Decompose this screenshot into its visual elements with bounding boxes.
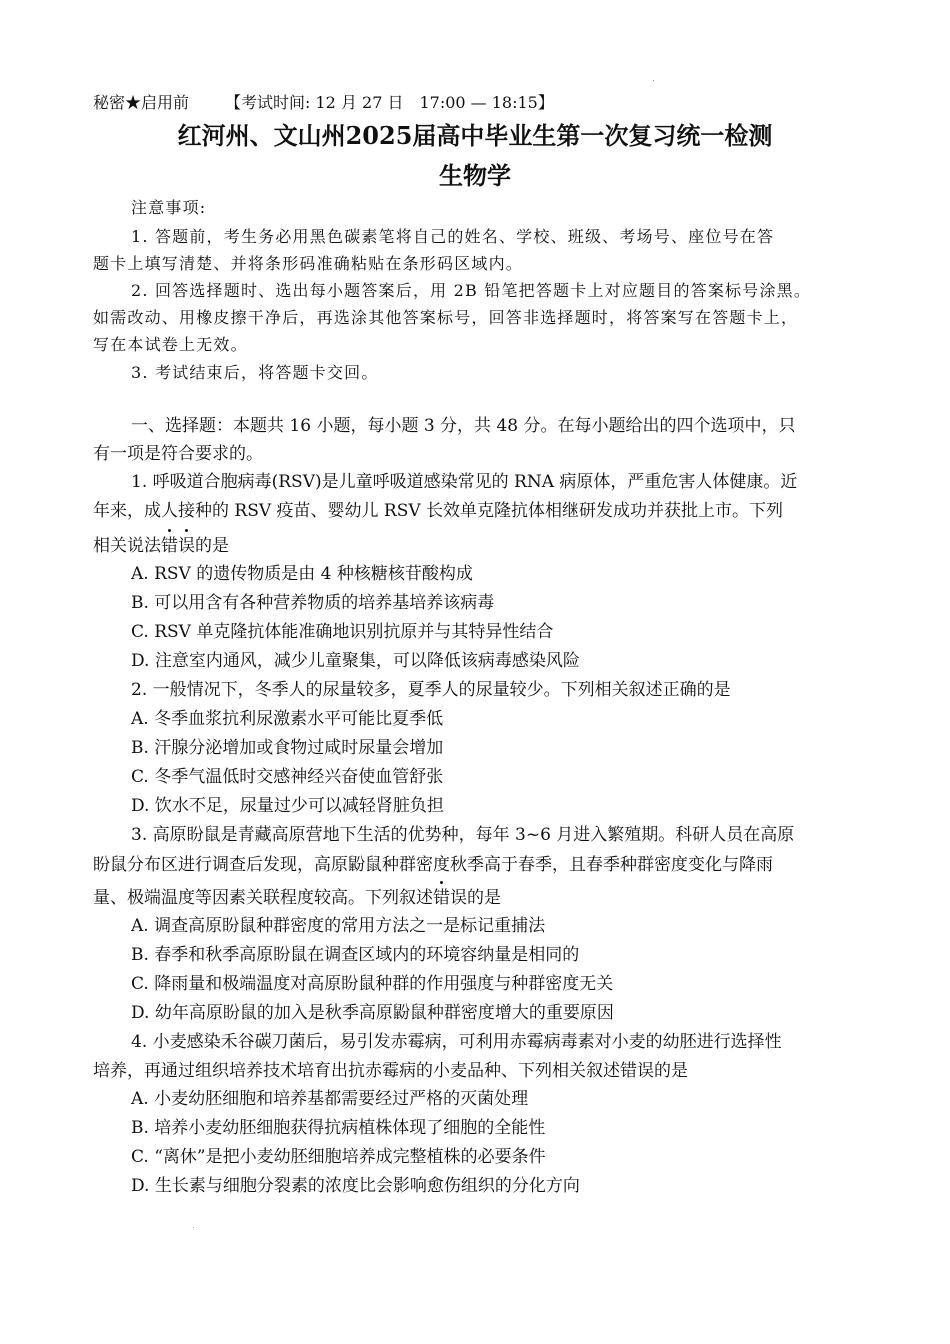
q4-option-d: D. 生长素与细胞分裂素的浓度比会影响愈伤组织的分化方向 xyxy=(131,1176,580,1196)
notice-heading: 注意事项: xyxy=(131,198,207,217)
exam-header xyxy=(93,92,554,114)
scan-speck xyxy=(193,1227,194,1228)
scan-speck xyxy=(653,80,654,81)
q3-option-a: A. 调查高原盼鼠种群密度的常用方法之一是标记重捕法 xyxy=(131,916,546,936)
q1-stem: 1. 呼吸道合胞病毒(RSV)是儿童呼吸道感染常见的 RNA 病原体，严重危害人体健康。近 xyxy=(131,472,798,492)
notice-item-1: 1. 答题前，考生务必用黑色碳素笔将自己的姓名、学校、班级、考场号、座位号在答 xyxy=(131,227,775,246)
emphasis-dot-char: 错 xyxy=(161,536,178,556)
q4-option-a: A. 小麦幼胚细胞和培养基都需要经过严格的灭菌处理 xyxy=(131,1089,529,1109)
section-instructions-cont: 有一项是符合要求的。 xyxy=(93,444,263,464)
q1-option-a: A. RSV 的遗传物质是由 4 种核糖核苷酸构成 xyxy=(131,564,473,584)
notice-item-3: 3. 考试结束后，将答题卡交回。 xyxy=(131,363,379,382)
section-instructions: 一、选择题：本题共 16 小题，每小题 3 分，共 48 分。在每小题给出的四个选项中，只 xyxy=(131,416,796,436)
q2-option-b: B. 汗腺分泌增加或食物过咸时尿量会增加 xyxy=(131,738,444,758)
emphasis-dot-char: 误 xyxy=(178,536,195,556)
q1-option-d: D. 注意室内通风，减少儿童聚集，可以降低该病毒感染风险 xyxy=(131,651,580,671)
subject-title: 生物学 xyxy=(439,161,511,190)
q3-stem-cont: 盼鼠分布区进行调查后发现，高原鼢鼠种群密度秋季高于春季，且春季种群密度变化与降雨 xyxy=(93,855,773,875)
q1-stem-text: 相关说法 xyxy=(93,536,161,556)
q4-option-c: C. “离休”是把小麦幼胚细胞培养成完整植株的必要条件 xyxy=(131,1147,546,1167)
page-title: 红河州、文山州2025届高中毕业生第一次复习统一检测 xyxy=(177,121,773,150)
q4-option-b: B. 培养小麦幼胚细胞获得抗病植株体现了细胞的全能性 xyxy=(131,1118,546,1138)
q3-stem-end xyxy=(93,887,501,909)
q3-stem-text: 误的是 xyxy=(450,888,501,908)
q1-stem-end xyxy=(93,535,229,557)
q3-option-b: B. 春季和秋季高原盼鼠在调查区域内的环境容纳量是相同的 xyxy=(131,945,580,965)
q2-option-c: C. 冬季气温低时交感神经兴奋使血管舒张 xyxy=(131,767,444,787)
notice-item-2-cont: 如需改动、用橡皮擦干净后，再选涂其他答案标号，回答非选择题时，将答案写在答题卡上， xyxy=(93,308,799,327)
notice-item-1-cont: 题卡上填写清楚、并将条形码准确粘贴在条形码区域内。 xyxy=(93,254,524,273)
q2-stem: 2. 一般情况下，冬季人的尿量较多，夏季人的尿量较少。下列相关叙述正确的是 xyxy=(131,680,731,700)
exam-time: 【考试时间: 12 月 27 日 17:00 — 18:15】 xyxy=(225,93,554,112)
q1-option-c: C. RSV 单克隆抗体能准确地识别抗原并与其特异性结合 xyxy=(131,622,554,642)
q1-option-b: B. 可以用含有各种营养物质的培养基培养该病毒 xyxy=(131,593,495,613)
emphasis-dot-char: 错 xyxy=(433,888,450,908)
q2-option-d: D. 饮水不足，尿量过少可以减轻肾脏负担 xyxy=(131,796,444,816)
q1-stem-text: 的是 xyxy=(195,536,229,556)
q3-stem-text: 量、极端温度等因素关联程度较高。下列叙述 xyxy=(93,888,433,908)
confidential-label: 秘密★启用前 xyxy=(93,93,190,112)
q3-stem: 3. 高原盼鼠是青藏高原营地下生活的优势种，每年 3~6 月进入繁殖期。科研人员在高原 xyxy=(131,825,795,845)
q2-option-a: A. 冬季血浆抗利尿激素水平可能比夏季低 xyxy=(131,709,444,729)
notice-item-2: 2. 回答选择题时、选出每小题答案后，用 2B 铅笔把答题卡上对应题目的答案标号涂黑。 xyxy=(131,281,812,300)
q4-stem: 4. 小麦感染禾谷碳刀菌后，易引发赤霉病，可利用赤霉病毒素对小麦的幼胚进行选择性 xyxy=(131,1032,782,1052)
q1-stem-cont: 年来，成人接种的 RSV 疫苗、婴幼儿 RSV 长效单克隆抗体相继研发成功并获批上市。下列 xyxy=(93,501,784,521)
q4-stem-cont: 培养，再通过组织培养技术培育出抗赤霉病的小麦品种、下列相关叙述错误的是 xyxy=(93,1061,688,1081)
q3-option-d: D. 幼年高原盼鼠的加入是秋季高原鼢鼠种群密度增大的重要原因 xyxy=(131,1003,614,1023)
notice-item-2-cont2: 写在本试卷上无效。 xyxy=(93,335,248,354)
q3-option-c: C. 降雨量和极端温度对高原盼鼠种群的作用强度与种群密度无关 xyxy=(131,974,614,994)
